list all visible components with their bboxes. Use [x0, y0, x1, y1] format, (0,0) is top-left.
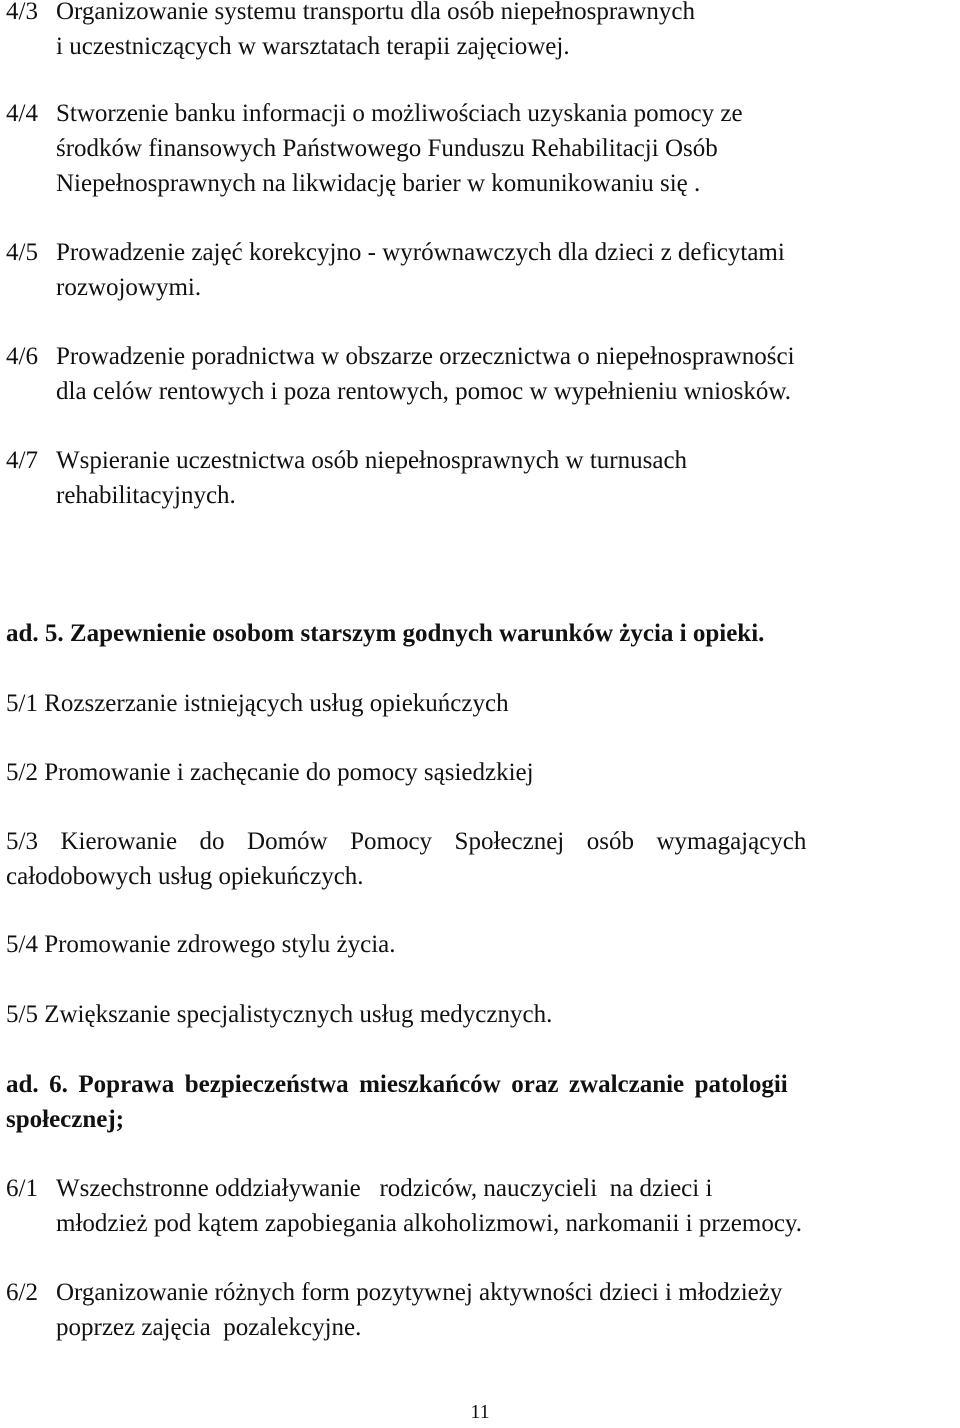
list-item-4-7	[6, 443, 956, 513]
list-item-line	[6, 0, 956, 29]
list-item-line	[6, 443, 956, 478]
list-item-5-4: 5/4 Promowanie zdrowego stylu życia.	[6, 931, 396, 958]
section-heading-6	[6, 1067, 956, 1137]
page-number: 11	[470, 1401, 490, 1423]
list-item-line	[6, 235, 956, 270]
item-text: Stworzenie banku informacji o możliwościach uzyskania pomocy ze	[56, 100, 743, 127]
list-item-6-1	[6, 1171, 956, 1241]
heading-line: ad. 6. Poprawa bezpieczeństwa mieszkańców oraz zwalczanie patologii	[6, 1071, 788, 1098]
item-continuation: młodzież pod kątem zapobiegania alkoholizmowi, narkomanii i przemocy.	[56, 1210, 803, 1237]
item-number: 6/1	[6, 1175, 38, 1202]
item-text: Wspieranie uczestnictwa osób niepełnosprawnych w turnusach	[56, 447, 688, 474]
item-number: 4/5	[6, 239, 38, 266]
item-number: 6/2	[6, 1279, 38, 1306]
list-item-6-2	[6, 1275, 956, 1345]
list-item-5-5: 5/5 Zwiększanie specjalistycznych usług medycznych.	[6, 1001, 553, 1028]
list-item-4-3	[6, 0, 956, 64]
item-continuation: rozwojowymi.	[56, 274, 202, 301]
list-item-line	[6, 1275, 956, 1310]
item-text: Prowadzenie zajęć korekcyjno - wyrównawczych dla dzieci z deficytami	[56, 239, 785, 266]
list-item-5-2: 5/2 Promowanie i zachęcanie do pomocy sąsiedzkiej	[6, 759, 534, 786]
list-item-line	[6, 339, 956, 374]
item-continuation: dla celów rentowych i poza rentowych, pomoc w wypełnieniu wniosków.	[56, 378, 791, 405]
item-continuation: środków finansowych Państwowego Funduszu Rehabilitacji Osób	[56, 135, 718, 162]
item-continuation: Niepełnosprawnych na likwidację barier w komunikowaniu się .	[56, 170, 701, 197]
list-item-line	[6, 96, 956, 131]
list-item-line: 5/3 Kierowanie do Domów Pomocy Społecznej osób wymagających	[6, 828, 807, 855]
item-continuation: i uczestniczących w warsztatach terapii zajęciowej.	[56, 33, 570, 60]
item-continuation: rehabilitacyjnych.	[56, 482, 236, 509]
list-item-4-5	[6, 235, 956, 305]
item-number: 4/4	[6, 100, 38, 127]
item-number: 4/6	[6, 343, 38, 370]
item-text: Organizowanie różnych form pozytywnej aktywności dzieci i młodzieży	[56, 1279, 783, 1306]
section-heading-5: ad. 5. Zapewnienie osobom starszym godnych warunków życia i opieki.	[6, 620, 765, 647]
item-number: 4/7	[6, 447, 38, 474]
list-item-4-4	[6, 96, 956, 201]
item-continuation: całodobowych usług opiekuńczych.	[6, 863, 364, 890]
list-item-5-1: 5/1 Rozszerzanie istniejących usług opiekuńczych	[6, 690, 509, 717]
list-item-5-3	[6, 824, 956, 894]
item-number: 4/3	[6, 0, 38, 25]
heading-continuation: społecznej;	[6, 1106, 125, 1133]
item-text: Wszechstronne oddziaływanie rodziców, nauczycieli na dzieci i	[56, 1175, 713, 1202]
list-item-line	[6, 1171, 956, 1206]
list-item-4-6	[6, 339, 956, 409]
item-text: Organizowanie systemu transportu dla osób niepełnosprawnych	[56, 0, 695, 25]
item-continuation: poprzez zajęcia pozalekcyjne.	[56, 1314, 362, 1341]
item-text: Prowadzenie poradnictwa w obszarze orzecznictwa o niepełnosprawności	[56, 343, 795, 370]
